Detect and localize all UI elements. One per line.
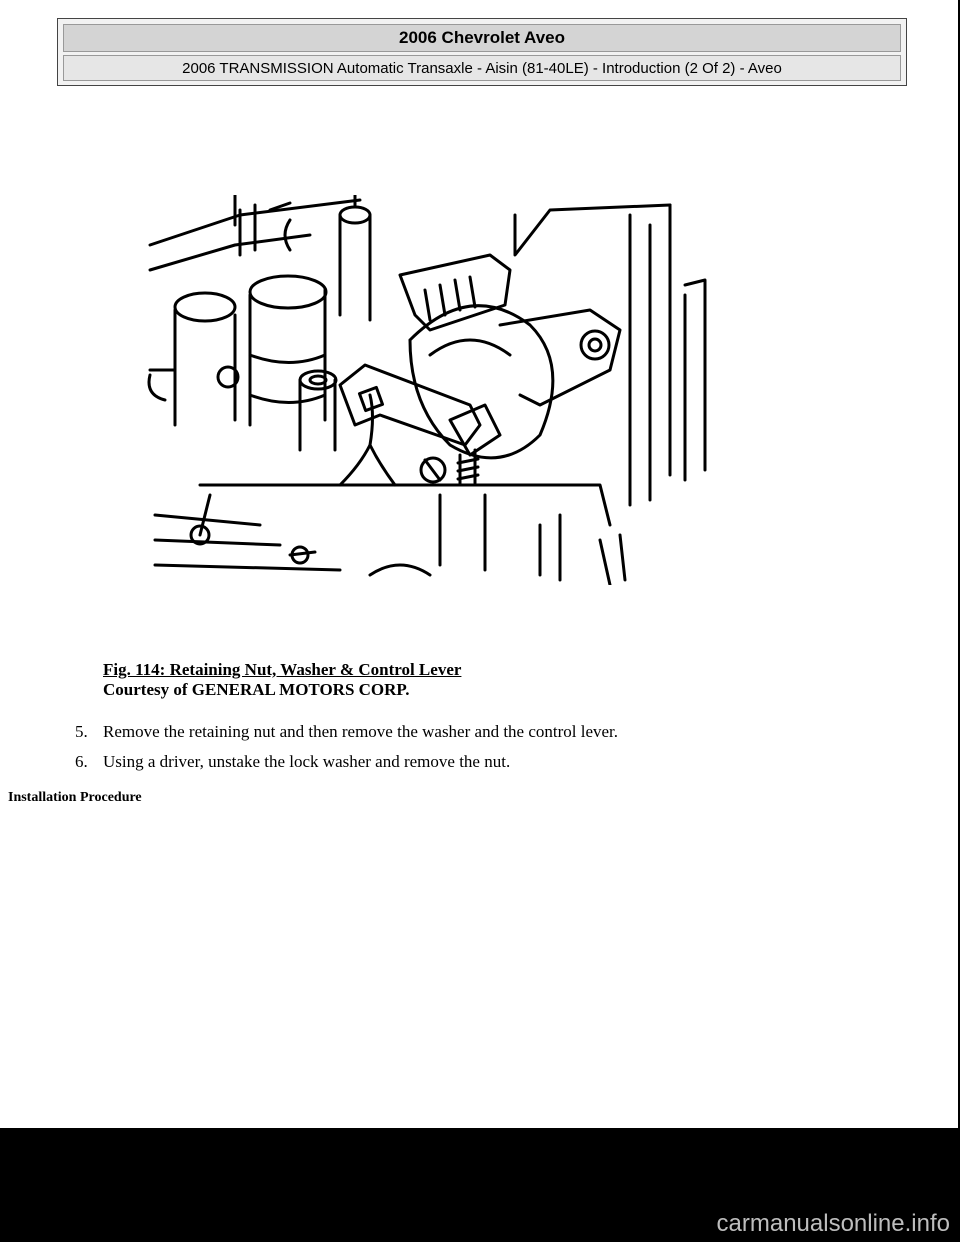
step-text: Remove the retaining nut and then remove the washer and the control lever.	[103, 722, 619, 741]
step-number: 5.	[75, 722, 88, 741]
list-item	[75, 720, 618, 750]
figure-title: Fig. 114: Retaining Nut, Washer & Control Lever	[103, 660, 462, 679]
step-text: Using a driver, unstake the lock washer and remove the nut.	[103, 752, 511, 771]
page-footer	[0, 1128, 960, 1242]
list-item	[75, 750, 618, 780]
procedure-steps	[75, 720, 618, 780]
section-heading: Installation Procedure	[8, 790, 142, 805]
watermark-text: carmanualsonline.info	[716, 1210, 950, 1237]
figure-caption	[103, 660, 461, 700]
section-subtitle: 2006 TRANSMISSION Automatic Transaxle - Aisin (81-40LE) - Introduction (2 Of 2) - Aveo	[63, 55, 901, 81]
figure-courtesy: Courtesy of GENERAL MOTORS CORP.	[103, 680, 410, 699]
document-header	[57, 18, 907, 86]
step-number: 6.	[75, 752, 88, 771]
vehicle-title: 2006 Chevrolet Aveo	[63, 24, 901, 52]
transmission-illustration	[140, 195, 740, 585]
